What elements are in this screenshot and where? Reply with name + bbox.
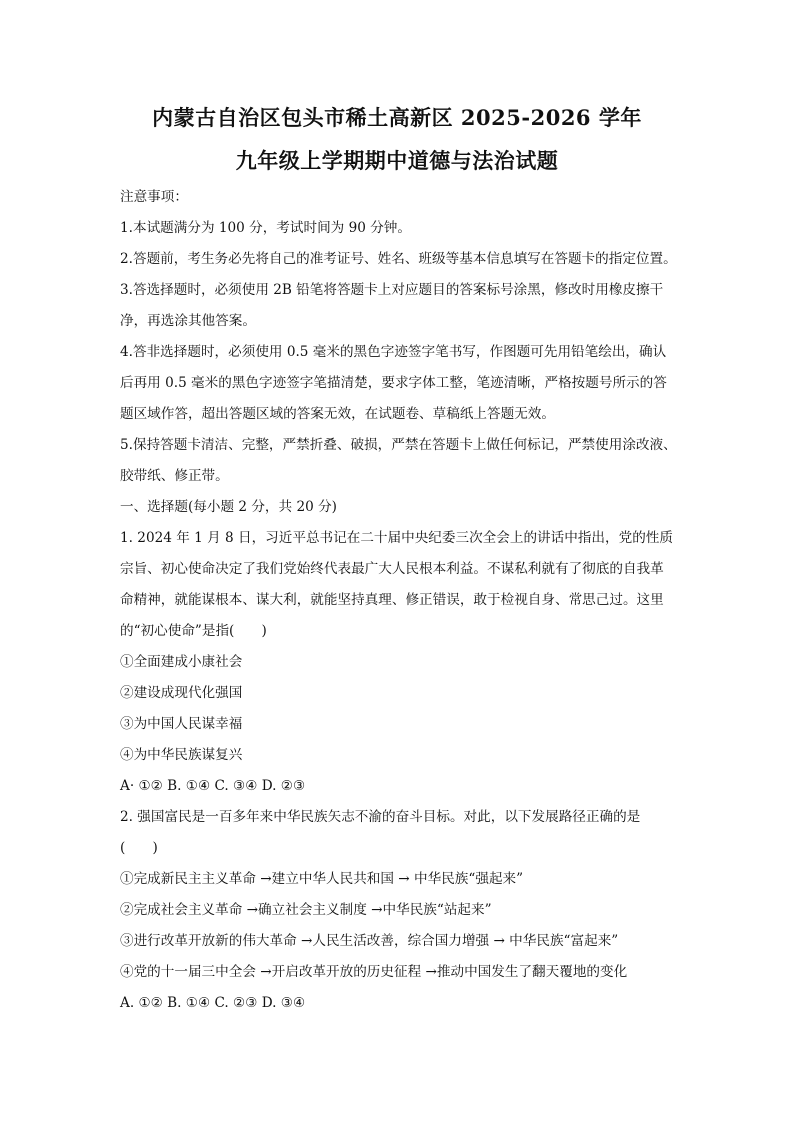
- question-item: ④党的十一届三中全会 →开启改革开放的历史征程 →推动中国发生了翻天覆地的变化: [120, 964, 628, 980]
- notice-item: 4.答非选择题时，必须使用 0.5 毫米的黑色字迹签字笔书写，作图题可先用铅笔绘出，确认: [120, 344, 667, 360]
- page-subtitle: 九年级上学期期中道德与法治试题: [235, 148, 559, 173]
- question-stem: ( ): [120, 840, 158, 856]
- question-item: ④为中华民族谋复兴: [120, 747, 243, 763]
- section-heading: 一、选择题(每小题 2 分，共 20 分): [120, 499, 337, 515]
- question-stem: 命精神，就能谋根本、谋大利，就能坚持真理、修正错误，敢于检视自身、常思己过。这里: [120, 592, 664, 608]
- notice-item: 5.保持答题卡清洁、完整，严禁折叠、破损，严禁在答题卡上做任何标记，严禁使用涂改液、: [120, 437, 677, 453]
- question-stem: 2. 强国富民是一百多年来中华民族矢志不渝的奋斗目标。对此，以下发展路径正确的是: [120, 809, 641, 825]
- notice-item: 题区域作答，超出答题区域的答案无效，在试题卷、草稿纸上答题无效。: [120, 406, 555, 422]
- question-item: ①全面建成小康社会: [120, 654, 243, 670]
- question-item: ①完成新民主主义革命 →建立中华人民共和国 → 中华民族“强起来”: [120, 871, 524, 887]
- notice-item: 后再用 0.5 毫米的黑色字迹签字笔描清楚，要求字体工整，笔迹清晰，严格按题号所示的答: [120, 375, 667, 391]
- notice-heading: 注意事项：: [120, 189, 188, 205]
- page-title: 内蒙古自治区包头市稀土高新区 2025-2026 学年: [152, 105, 642, 130]
- notice-item: 3.答选择题时，必须使用 2B 铅笔将答题卡上对应题目的答案标号涂黑，修改时用橡皮擦干: [120, 282, 664, 298]
- answer-options: A. ①② B. ①④ C. ②③ D. ③④: [120, 995, 306, 1011]
- notice-item: 1.本试题满分为 100 分，考试时间为 90 分钟。: [120, 220, 411, 236]
- question-stem: 1. 2024 年 1 月 8 日，习近平总书记在二十届中央纪委三次全会上的讲话中指出，党的性质: [120, 530, 673, 546]
- answer-options: A· ①② B. ①④ C. ③④ D. ②③: [120, 778, 306, 794]
- notice-item: 2.答题前，考生务必先将自己的准考证号、姓名、班级等基本信息填写在答题卡的指定位置。: [120, 251, 677, 267]
- question-item: ③为中国人民谋幸福: [120, 716, 243, 732]
- question-item: ③进行改革开放新的伟大革命 →人民生活改善，综合国力增强 → 中华民族“富起来”: [120, 933, 619, 949]
- notice-item: 胶带纸、修正带。: [120, 468, 229, 484]
- question-item: ②建设成现代化强国: [120, 685, 243, 701]
- question-stem: 的“初心使命”是指( ): [120, 623, 267, 639]
- question-item: ②完成社会主义革命 →确立社会主义制度 →中华民族“站起来”: [120, 902, 492, 918]
- notice-item: 净，再选涂其他答案。: [120, 313, 256, 329]
- question-stem: 宗旨、初心使命决定了我们党始终代表最广大人民根本利益。不谋私利就有了彻底的自我革: [120, 561, 664, 577]
